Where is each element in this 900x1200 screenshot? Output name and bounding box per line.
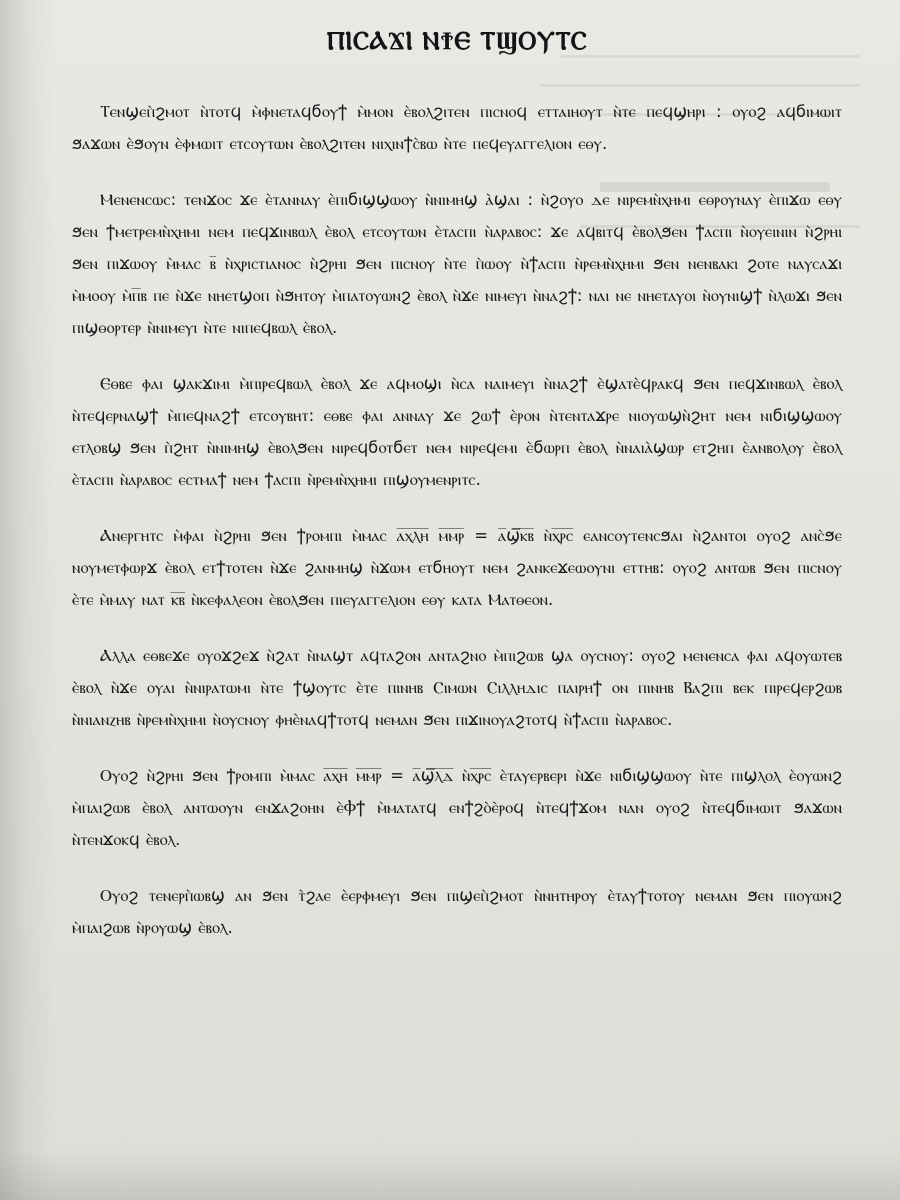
- page-bottom-shadow: [0, 1150, 900, 1200]
- paragraph: Ⲙⲉⲛⲉⲛⲥⲱⲥ: ⲧⲉⲛϫⲟⲥ ϫⲉ ⲉ̀ⲧⲁⲛⲛⲁⲩ ⲉ̀ⲡⲓϭⲓϣϣⲱⲟⲩ ⲛ̀ⲛⲓⲙⲏϣ ⲁ̀ϣⲁⲓ : ⲛ̀ϩⲟⲩⲟ ⲇⲉ ⲛⲓⲣⲉⲙⲛ̀ⲭⲏⲙⲓ ⲉⲑⲣⲟⲩⲛⲁⲩ ⲉ̀ⲡⲓϫⲱ ⲉⲑⲩ ϧⲉⲛ ϯⲙⲉⲧⲣⲉⲙⲛ̀ⲭⲏⲙⲓ ⲛⲉⲙ ⲡⲉϥϫⲓⲛⲃⲱⲗ ⲉ̀ⲃⲟⲗ ⲉⲧⲥⲟⲩⲧⲱⲛ ⲉ̀ⲧⲁⲥⲡⲓ ⲛ̀ⲁⲣⲁⲃⲟⲥ: ϫⲉ ⲁϥⲃⲓⲧϥ ⲉ̀ⲃⲟⲗϧⲉⲛ ϯⲁⲥⲡⲓ ⲛ̀ⲟⲩⲉⲓⲛⲓⲛ ⲛ̀ϩⲣⲏⲓ ϧⲉⲛ ⲡⲓϫⲱⲟⲩ ⲙ̀ⲙⲁⲥ ⲃ̅ ⲛ̀ⲭⲣⲓⲥⲧⲓⲁⲛⲟⲥ ⲛ̀ϩⲣⲏⲓ ϧⲉⲛ ⲡⲓⲥⲛⲟⲩ ⲛ̀ⲧⲉ ⲡ̀ⲱⲟⲩ ⲛ̀ϯⲁⲥⲡⲓ ⲛ̀ⲣⲉⲙⲛ̀ⲭⲏⲙⲓ ϧⲉⲛ ⲛⲉⲛⲃⲁⲕⲓ ϩⲟⲧⲉ ⲛⲁⲩⲥⲁϫⲓ ⲙ̀ⲙⲟⲟⲩ ⲙ̀ⲡ̅ⲃ ⲡⲉ ⲛ̀ϫⲉ ⲛⲏⲉⲧϣⲟⲡ ⲛ̀ϧⲏⲧⲟⲩ ⲙ̀ⲡⲁⲧⲟⲩⲱⲛϩ ⲉ̀ⲃⲟⲗ ⲛ̀ϫⲉ ⲛⲓⲙⲉⲩⲓ ⲛ̀ⲛⲁϩϯ: ⲛⲁⲓ ⲛⲉ ⲛⲏⲉⲧⲁⲩⲟⲓ ⲛ̀ⲟⲩⲛⲓϣϯ ⲛ̀ⲗⲱϫⲓ ϧⲉⲛ ⲡⲓϣⲑⲟⲣⲧⲉⲣ ⲛ̀ⲛⲓⲙⲉⲩⲓ ⲛ̀ⲧⲉ ⲛⲓⲡⲉϥⲃⲱⲗ ⲉ̀ⲃⲟⲗ.: [72, 190, 842, 337]
- paragraph: Ⲟⲩⲟϩ ⲛ̀ϩⲣⲏⲓ ϧⲉⲛ ϯⲣⲟⲙⲡⲓ ⲙ̀ⲙⲁⲥ ⲁ̅ⲭ̅ⲏ̅ ⲙ̅ⲙ̅ⲣ̅ = ⲁ̅ϣ̅ⲗ̅ⲇ̅ ⲛ̀ⲭ̅ⲣ̅ⲥ̅ ⲉ̀ⲧⲁⲩⲉⲣⲃⲉⲣⲓ ⲛ̀ϫⲉ ⲛⲓϭⲓϣϣⲱⲟⲩ ⲛ̀ⲧⲉ ⲡⲓϣⲗⲟⲗ ⲉ̀ⲟⲩⲱⲛϩ ⲙ̀ⲡⲁⲓϩⲱⲃ ⲉ̀ⲃⲟⲗ ⲁⲛⲧⲱⲟⲩⲛ ⲉⲛϫⲁϩⲟⲏⲛ ⲉ̀Ⲫϯ ⲙ̀ⲙⲁⲧⲁⲧϥ ⲉⲛϯϩⲟ̀ⲉ̀ⲣⲟϥ ⲛ̀ⲧⲉϥϯϫⲟⲙ ⲛⲁⲛ ⲟⲩⲟϩ ⲛ̀ⲧⲉϥϭⲓⲙⲱⲓⲧ ϧⲁϫⲱⲛ ⲛ̀ⲧⲉⲛϫⲟⲕϥ ⲉ̀ⲃⲟⲗ.: [72, 766, 842, 849]
- page-title: ⲠⲒⲤⲀϪⲒ ⲚϮⲈ ⲦϢⲞⲨⲦⲤ: [326, 26, 588, 55]
- page-content: [72, 22, 842, 968]
- paragraph: Ⲉⲑⲃⲉ ⲫⲁⲓ ϣⲁⲕϫⲓⲙⲓ ⲙ̀ⲡⲓⲣⲉϥⲃⲱⲗ ⲉ̀ⲃⲟⲗ ϫⲉ ⲁϥⲙⲟϣⲓ ⲛ̀ⲥⲁ ⲛⲁⲓⲙⲉⲩⲓ ⲛ̀ⲛⲁϩϯ ⲉ̀ϣⲁⲧⲉ̀ϥⲣⲁⲕϥ ϧⲉⲛ ⲡⲉϥϫⲓⲛⲃⲱⲗ ⲉ̀ⲃⲟⲗ ⲛ̀ⲧⲉϥⲉⲣⲛⲁϣϯ ⲙ̀ⲡⲉϥⲛⲁϩϯ ⲉⲧⲥⲟⲩⲃⲏⲧ: ⲉⲑⲃⲉ ⲫⲁⲓ ⲁⲛⲛⲁⲩ ϫⲉ ϩⲱϯ ⲉ̀ⲣⲟⲛ ⲛ̀ⲧⲉⲛⲧⲁϫⲣⲉ ⲛⲓⲟⲩⲱϣⲛ̀ϩⲏⲧ ⲛⲉⲙ ⲛⲓϭⲓϣϣⲱⲟⲩ ⲉⲧⲗⲟⲃϣ ϧⲉⲛ ⲡ̀ϩⲏⲧ ⲛ̀ⲛⲓⲙⲏϣ ⲉ̀ⲃⲟⲗϧⲉⲛ ⲛⲓⲣⲉϥϭⲟⲧϭⲉⲧ ⲛⲉⲙ ⲛⲓⲣⲉϥⲉⲙⲓ ⲉ̀ϭⲱⲣⲡ ⲉ̀ⲃⲟⲗ ⲛ̀ⲛⲁⲓⲁ̀ϣⲱⲣ ⲉⲧϩⲏⲡ ⲉ̀ⲁⲛⲃⲟⲗⲟⲩ ⲉ̀ⲃⲟⲗ ⲉ̀ⲧⲁⲥⲡⲓ ⲛ̀ⲁⲣⲁⲃⲟⲥ ⲉⲥⲧⲙⲁϯ ⲛⲉⲙ ϯⲁⲥⲡⲓ ⲛ̀ⲣⲉⲙⲛ̀ⲭⲏⲙⲓ ⲡⲓϣⲟⲩⲙⲉⲛⲣⲓⲧⲥ.: [72, 374, 842, 489]
- paragraph: Ⲁⲛⲉⲣⲅⲏⲧⲥ ⲙ̀ⲫⲁⲓ ⲛ̀ϩⲣⲏⲓ ϧⲉⲛ ϯⲣⲟⲙⲡⲓ ⲙ̀ⲙⲁⲥ ⲁ̅ⲭ̅ⲗ̅ⲏ̅ ⲙ̅ⲙ̅ⲣ̅ = ⲁ̅ϣ̅ⲕ̅ⲃ̅ ⲛ̀ⲭ̅ⲣ̅ⲥ̅ ⲉⲁⲛⲥⲟⲩⲧⲉⲛⲥϧⲁⲓ ⲛ̀ϩⲁⲛⲧⲟⲓ ⲟⲩⲟϩ ⲁⲛⲥ̀ϧⲉ ⲛⲟⲩⲙⲉⲧⲫⲱⲣϫ ⲉ̀ⲃⲟⲗ ⲉⲧϯⲧⲟⲧⲉⲛ ⲛ̀ϫⲉ ϩⲁⲛⲙⲏϣ ⲛ̀ϫⲱⲙ ⲉⲧϭⲏⲟⲩⲧ ⲛⲉⲙ ϩⲁⲛⲕⲉϫⲉⲱⲟⲩⲛⲓ ⲉⲧⲧⲏⲃ: ⲟⲩⲟϩ ⲁⲛⲧⲱⲃ ϧⲉⲛ ⲡⲓⲥⲛⲟⲩ ⲉ̀ⲧⲉ ⲙ̀ⲙⲁⲩ ⲛⲁⲧ ⲕ̅ⲃ̅ ⲛ̀ⲕⲉⲫⲁⲗⲉⲟⲛ ⲉ̀ⲃⲟⲗϧⲉⲛ ⲡⲓⲉⲩⲁⲅⲅⲉⲗⲓⲟⲛ ⲉⲑⲩ ⲕⲁⲧⲁ Ⲙⲁⲧⲑⲉⲟⲛ.: [72, 526, 842, 609]
- paragraph: Ⲁⲗⲗⲁ ⲉⲑⲃⲉϫⲉ ⲟⲩⲟϫϩⲉϫ ⲛ̀ϩⲁⲧ ⲛ̀ⲛⲁϣⲧ ⲁϥⲧⲁϩⲟⲛ ⲁⲛⲧⲁϩⲛⲟ ⲙ̀ⲡⲓϩⲱⲃ ϣⲁ ⲟⲩⲥⲛⲟⲩ: ⲟⲩⲟϩ ⲙⲉⲛⲉⲛⲥⲁ ⲫⲁⲓ ⲁϥⲟⲩⲱⲧⲉⲃ ⲉ̀ⲃⲟⲗ ⲛ̀ϫⲉ ⲟⲩⲁⲓ ⲛ̀ⲛⲓⲣⲁⲧⲱⲙⲓ ⲛ̀ⲧⲉ ϯϣⲟⲩⲧⲥ ⲉ̀ⲧⲉ ⲡⲓⲛⲏⲃ Ⲥⲓⲙⲱⲛ Ⲥⲓⲗⲗⲏⲇⲓⲥ ⲡⲁⲓⲣⲏϯ ⲟⲛ ⲡⲓⲛⲏⲃ Ⲃⲁϩⲡⲓ ⲃⲉⲕ ⲡⲓⲣⲉϥⲉⲣϩⲱⲃ ⲛ̀ⲛⲓⲁⲛⲍⲏⲃ ⲛ̀ⲣⲉⲙⲛ̀ⲭⲏⲙⲓ ⲛ̀ⲟⲩⲥⲛⲟⲩ ⲫⲏⲉ̀ⲛⲁϥϯⲧⲟⲧϥ ⲛⲉⲙⲁⲛ ϧⲉⲛ ⲡⲓϫⲓⲛⲟⲩⲁϩⲧⲟⲧϥ ⲛ̀ϯⲁⲥⲡⲓ ⲛ̀ⲁⲣⲁⲃⲟⲥ.: [72, 646, 842, 729]
- paragraph: Ⲟⲩⲟϩ ⲧⲉⲛⲉⲣⲡ̀ⲱⲃϣ ⲁⲛ ϧⲉⲛ ⲧ̀ϩⲁⲉ ⲉ̀ⲉⲣⲫⲙⲉⲩⲓ ϧⲉⲛ ⲡⲓϣⲉⲡ̀ϩⲙⲟⲧ ⲛ̀ⲛⲏⲧⲏⲣⲟⲩ ⲉ̀ⲧⲁⲩϯⲧⲟⲧⲟⲩ ⲛⲉⲙⲁⲛ ϧⲉⲛ ⲡⲓⲟⲩⲱⲛϩ ⲙ̀ⲡⲁⲓϩⲱⲃ ⲛ̀ⲣⲟⲩⲱϣ ⲉ̀ⲃⲟⲗ.: [72, 886, 842, 937]
- page-binding-shadow: [0, 0, 56, 1200]
- paragraph: Ⲧⲉⲛϣⲉⲡ̀ϩⲙⲟⲧ ⲛ̀ⲧⲟⲧϥ ⲙ̀ⲫⲛⲉⲧⲁϥϭⲟⲩϯ ⲙ̀ⲙⲟⲛ ⲉ̀ⲃⲟⲗϩⲓⲧⲉⲛ ⲡⲓⲥⲛⲟϥ ⲉⲧⲧⲁⲓⲏⲟⲩⲧ ⲛ̀ⲧⲉ ⲡⲉϥϣⲏⲣⲓ : ⲟⲩⲟϩ ⲁϥϭⲓⲙⲱⲓⲧ ϧⲁϫⲱⲛ ⲉ̀ϧⲟⲩⲛ ⲉ̀ⲫⲙⲱⲓⲧ ⲉⲧⲥⲟⲩⲧⲱⲛ ⲉ̀ⲃⲟⲗϩⲓⲧⲉⲛ ⲛⲓⲭⲓⲛϯⲥ̀ⲃⲱ ⲛ̀ⲧⲉ ⲡⲉϥⲉⲩⲁⲅⲅⲉⲗⲓⲟⲛ ⲉⲑⲩ.: [72, 102, 842, 153]
